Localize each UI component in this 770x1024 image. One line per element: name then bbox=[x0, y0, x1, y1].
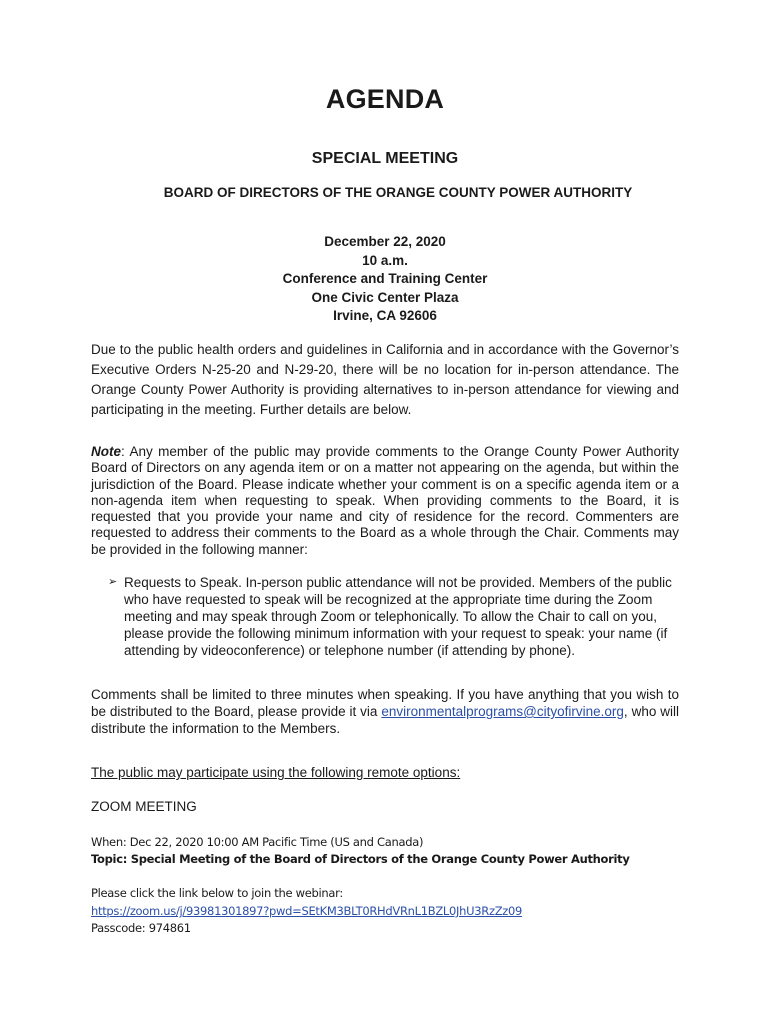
arrow-bullet-icon: ➢ bbox=[108, 576, 118, 588]
requests-to-speak-text: Requests to Speak. In-person public attendance will not be provided. Members of the public who have requested to speak will be recognized at the appropriate time during the Zoom meeting and may speak through Zoom or telephonically. To allow the Chair to call on you, please provide the following minimum information with your request to speak: your name (if attending by videoconference) or telephone number (if attending by phone). bbox=[124, 575, 672, 658]
comments-text-before: Comments shall be limited to three minutes when speaking. If you have anything that you wish to be distributed to the Board, please provide it via bbox=[91, 687, 679, 719]
meeting-details bbox=[0, 233, 770, 326]
webinar-link[interactable]: https://zoom.us/j/93981301897?pwd=SEtKM3BLT0RHdVRnL1BZL0JhU3RzZz09 bbox=[91, 904, 523, 918]
comments-paragraph bbox=[91, 686, 679, 737]
zoom-topic: Topic: Special Meeting of the Board of Directors of the Orange County Power Authority bbox=[91, 852, 630, 866]
intro-paragraph: Due to the public health orders and guidelines in California and in accordance with the Governor’s Executive Orders N-25-20 and N-29-20, there will be no location for in-person attendance. The Orange County Power Authority is providing alternatives to in-person attendance for viewing and participating in the meeting. Further details are below. bbox=[91, 342, 679, 417]
meeting-city: Irvine, CA 92606 bbox=[333, 308, 437, 324]
zoom-when: When: Dec 22, 2020 10:00 AM Pacific Time (US and Canada) bbox=[91, 835, 424, 849]
meeting-date: December 22, 2020 bbox=[324, 234, 446, 249]
meeting-time: 10 a.m. bbox=[362, 252, 408, 268]
list-item bbox=[108, 574, 679, 659]
remote-options-heading: The public may participate using the following remote options: bbox=[91, 765, 461, 780]
page-title: AGENDA bbox=[325, 84, 445, 114]
meeting-type-heading: SPECIAL MEETING bbox=[311, 150, 459, 167]
note-text: : Any member of the public may provide comments to the Orange County Power Authority Board of Directors on any agenda item or on a matter not appearing on the agenda, but within the jurisdiction of the Board. Please indicate whether your comment is on a specific agenda item or a non-agenda item when requesting to speak. When providing comments to the Board, it is requested that you provide your name and city of residence for the record. Commenters are requested to address their comments to the Board as a whole through the Chair. Comments may be provided in the following manner: bbox=[91, 444, 679, 557]
note-paragraph bbox=[91, 444, 679, 558]
note-label: Note bbox=[91, 444, 121, 459]
zoom-meeting-heading: ZOOM MEETING bbox=[91, 799, 197, 814]
meeting-address: One Civic Center Plaza bbox=[311, 289, 459, 305]
zoom-passcode: Passcode: 974861 bbox=[91, 921, 191, 935]
meeting-venue: Conference and Training Center bbox=[282, 271, 488, 287]
webinar-instructions: Please click the link below to join the webinar: bbox=[91, 886, 343, 900]
email-link[interactable]: environmentalprograms@cityofirvine.org bbox=[381, 704, 624, 719]
comments-text-after: , who will distribute the information to the Members. bbox=[91, 704, 679, 736]
board-heading: BOARD OF DIRECTORS OF THE ORANGE COUNTY POWER AUTHORITY bbox=[163, 185, 633, 200]
